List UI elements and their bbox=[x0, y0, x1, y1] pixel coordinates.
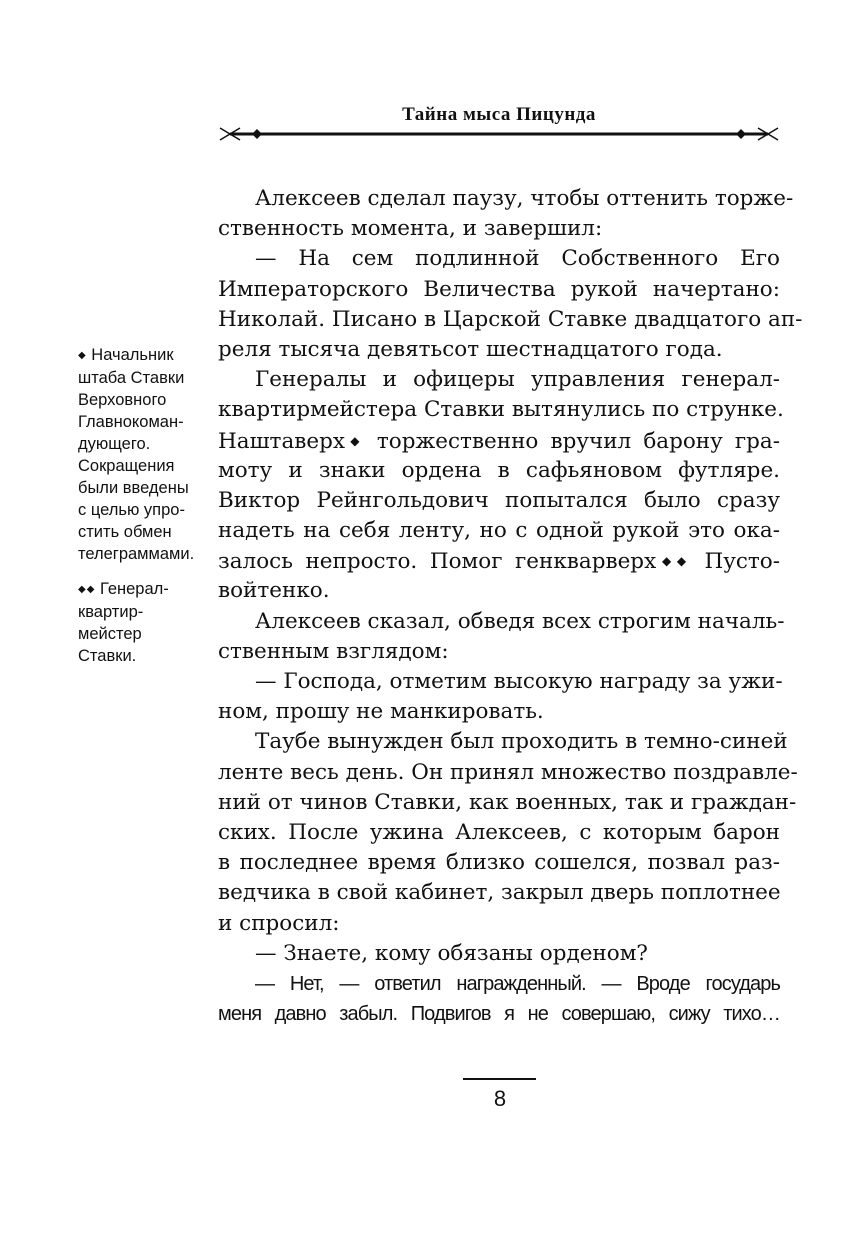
text-line: войтенко. bbox=[218, 578, 330, 604]
sidenote-line: Ставки. bbox=[78, 647, 137, 665]
text-line: Виктор Рейнгольдович попытался было сразу bbox=[218, 487, 780, 513]
sidenote-line: телеграммами. bbox=[78, 545, 195, 563]
sidenote-line: Главнокоман- bbox=[78, 413, 184, 431]
text-line: — Знаете, кому обязаны орденом? bbox=[255, 940, 648, 966]
text-line: ном, прошу не манкировать. bbox=[218, 699, 544, 725]
sidenote-line: мейстер bbox=[78, 625, 142, 643]
text-line: Генералы и офицеры управления генерал- bbox=[255, 367, 780, 393]
text-line: моту и знаки ордена в сафьяновом футляре. bbox=[218, 457, 780, 483]
text-line: квартирмейстера Ставки вытянулись по струнке. bbox=[218, 397, 784, 423]
text-line bbox=[218, 426, 780, 456]
text-line: и спросил: bbox=[218, 910, 340, 936]
sidenote-line: штаба Ставки bbox=[78, 369, 185, 387]
sidenote-line: дующего. bbox=[78, 435, 151, 453]
margin-notes bbox=[78, 344, 204, 680]
page-number-rule bbox=[463, 1078, 536, 1080]
header-ornament-rule bbox=[218, 124, 780, 144]
sidenote-line: Генерал- bbox=[99, 580, 169, 598]
text-line: ственным взглядом: bbox=[218, 638, 449, 664]
text-fragment: залось непросто. Помог генкварверх bbox=[218, 549, 657, 575]
text-line bbox=[218, 546, 780, 576]
sidenote-line: Сокращения bbox=[78, 457, 175, 475]
text-line: ских. После ужина Алексеев, с которым барон bbox=[218, 819, 780, 845]
sidenote-line: Верховного bbox=[78, 391, 167, 409]
text-line: — Господа, отметим высокую награду за ужи- bbox=[255, 669, 783, 694]
page-number: 8 bbox=[493, 1086, 507, 1111]
sidenote-line: квартир- bbox=[78, 603, 144, 621]
text-line: ственность момента, и завершил: bbox=[218, 216, 603, 242]
text-line: ведчика в свой кабинет, закрыл дверь поплотнее bbox=[218, 880, 781, 906]
text-line: Таубе вынужден был проходить в темно-синей bbox=[255, 729, 788, 755]
footnote-marker: ◆◆ bbox=[656, 554, 692, 569]
text-line: Императорского Величества рукой начертано: bbox=[218, 276, 780, 302]
sidenote-marker: ◆◆ bbox=[78, 584, 96, 595]
sidenote-nashtaverkh bbox=[78, 344, 204, 565]
sidenote-line: Начальник bbox=[91, 346, 174, 364]
text-line: — На сем подлинной Собственного Его bbox=[255, 246, 780, 272]
text-fragment: торжественно вручил барону гра- bbox=[376, 428, 780, 454]
text-fragment: Наштаверх bbox=[218, 428, 345, 454]
sidenote-line: были введены bbox=[78, 479, 189, 497]
text-line: — Нет, — ответил награжденный. — Вроде государь bbox=[255, 972, 780, 995]
text-line: ний от чинов Ставки, как военных, так и граждан- bbox=[218, 789, 797, 815]
running-head-title: Тайна мыса Пицунда bbox=[402, 104, 596, 125]
footnote-marker: ◆ bbox=[344, 433, 365, 448]
text-line: Алексеев сделал паузу, чтобы оттенить торже- bbox=[255, 186, 794, 211]
text-line: меня давно забыл. Подвигов я не совершаю, сижу тихо… bbox=[218, 1003, 780, 1026]
main-text-column bbox=[218, 184, 803, 1029]
text-fragment: Пусто- bbox=[704, 549, 780, 575]
sidenote-marker: ◆ bbox=[78, 350, 87, 361]
text-line: Алексеев сказал, обведя всех строгим началь- bbox=[255, 608, 785, 634]
sidenote-genkvarverkh bbox=[78, 578, 204, 667]
text-line: Николай. Писано в Царской Ставке двадцатого ап- bbox=[218, 306, 803, 332]
sidenote-line: с целью упро- bbox=[78, 501, 185, 519]
text-line: реля тысяча девятьсот шестнадцатого года. bbox=[218, 336, 723, 362]
sidenote-line: стить обмен bbox=[78, 523, 172, 541]
text-line: в последнее время близко сошелся, позвал раз- bbox=[218, 850, 780, 876]
text-line: надеть на себя ленту, но с одной рукой это ока- bbox=[218, 518, 780, 544]
text-line: ленте весь день. Он принял множество поздравле- bbox=[218, 759, 798, 785]
